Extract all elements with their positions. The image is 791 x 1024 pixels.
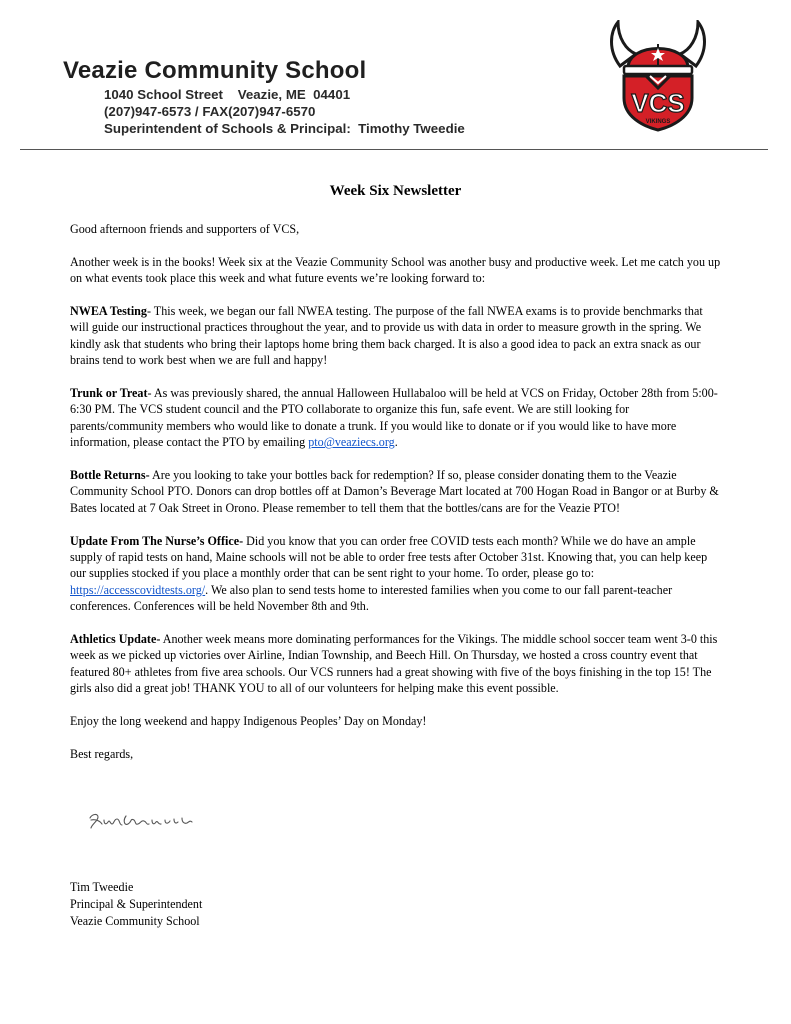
section-heading: Trunk or Treat [70,386,148,401]
logo-banner: VIKINGS [645,119,671,125]
school-name: Veazie Community School [63,57,367,84]
section-heading: NWEA Testing [70,304,147,318]
vcs-vikings-helmet-logo-icon [606,20,710,132]
school-superintendent: Superintendent of Schools & Principal: Timothy Tweedie [104,121,465,136]
section-heading: Bottle Returns- [70,468,150,483]
pto-email-link[interactable]: pto@veaziecs.org [308,435,395,450]
letterhead [63,56,563,137]
signer-role: Principal & Superintendent [70,897,203,911]
section-text-tail: . We also plan to send tests home to interested families when you come to our fall parent-teacher conferences. Conferences will be held November 8th and 9th. [70,582,673,614]
newsletter-body [70,221,724,779]
section-athletics [70,631,724,697]
signer-name: Tim Tweedie [70,880,134,894]
closing-note: Enjoy the long weekend and happy Indigenous Peoples’ Day on Monday! [70,714,427,729]
section-text: Did you know that you can order free COVID tests each month? While we do have an ample supply of rapid tests on hand, Maine schools will not be able to order free tests after October 31st. Knowing that, you can help keep our supplies stocked if you place a monthly order that can be sent right to your home. To order, please go to: [70,533,708,581]
header-divider [20,149,768,150]
intro-paragraph: Another week is in the books! Week six at the Veazie Community School was another busy and productive week. Let me catch you up on what events took place this week and what future events we’re looking forward to: [70,254,721,286]
section-heading: Update From The Nurse’s Office- [70,533,244,548]
newsletter-title: Week Six Newsletter [329,183,462,199]
section-text-tail: . [394,435,398,450]
logo-letters: VCS [631,88,685,118]
section-bottle-returns [70,467,724,516]
section-text: Are you looking to take your bottles back for redemption? If so, please consider donating them to the Veazie Community School PTO. Donors can drop bottles off at Damon’s Beverage Mart located at 700 Hogan Road in Bangor or at Burby & Bates located at 7 Oak Street in Orono. Please remember to tell them that the bottles/cans are for the Veazie PTO! [70,468,719,515]
school-address: 1040 School Street Veazie, ME 04401 [104,87,351,102]
section-text: - This week, we began our fall NWEA testing. The purpose of the fall NWEA exams is to provide benchmarks that will guide our instructional practices throughout the year, and to provide us with data in order to measure growth in the spring. We kindly ask that students who bring their laptops home bring them back charged. It is also a good idea to pack an extra snack as our brains tend to work best when we are full and happy! [70,304,703,368]
regards: Best regards, [70,746,134,761]
section-heading: Athletics Update- [70,632,161,647]
school-phone-fax: (207)947-6573 / FAX(207)947-6570 [104,104,316,119]
handwritten-signature-icon [86,808,196,834]
signer-school: Veazie Community School [70,914,200,928]
section-nwea [70,303,724,369]
section-nurse-update [70,533,724,615]
greeting: Good afternoon friends and supporters of VCS, [70,222,300,236]
section-text: Another week means more dominating performances for the Vikings. The middle school soccer team went 3-0 this week as we picked up victories over Airline, Indian Township, and Beech Hill. On Thursday, we hosted a cross country event that featured 80+ athletes from five area schools. Our VCS runners had a great showing with five of the boys finishing in the top 15! The girls also did a great job! THANK YOU to all of our volunteers for helping make this event possible. [70,632,718,696]
sign-off [70,879,202,930]
section-text: - As was previously shared, the annual Halloween Hullabaloo will be held at VCS on Friday, October 28th from 5:00-6:30 PM. The VCS student council and the PTO collaborate to organize this fun, safe event. We are still looking for parents/community members who would like to donate a trunk. If you would like to donate or if you would like to have more information, please contact the PTO by emailing [70,386,718,450]
section-trunk-or-treat [70,385,724,451]
covid-tests-link[interactable]: https://accesscovidtests.org/ [70,582,206,597]
